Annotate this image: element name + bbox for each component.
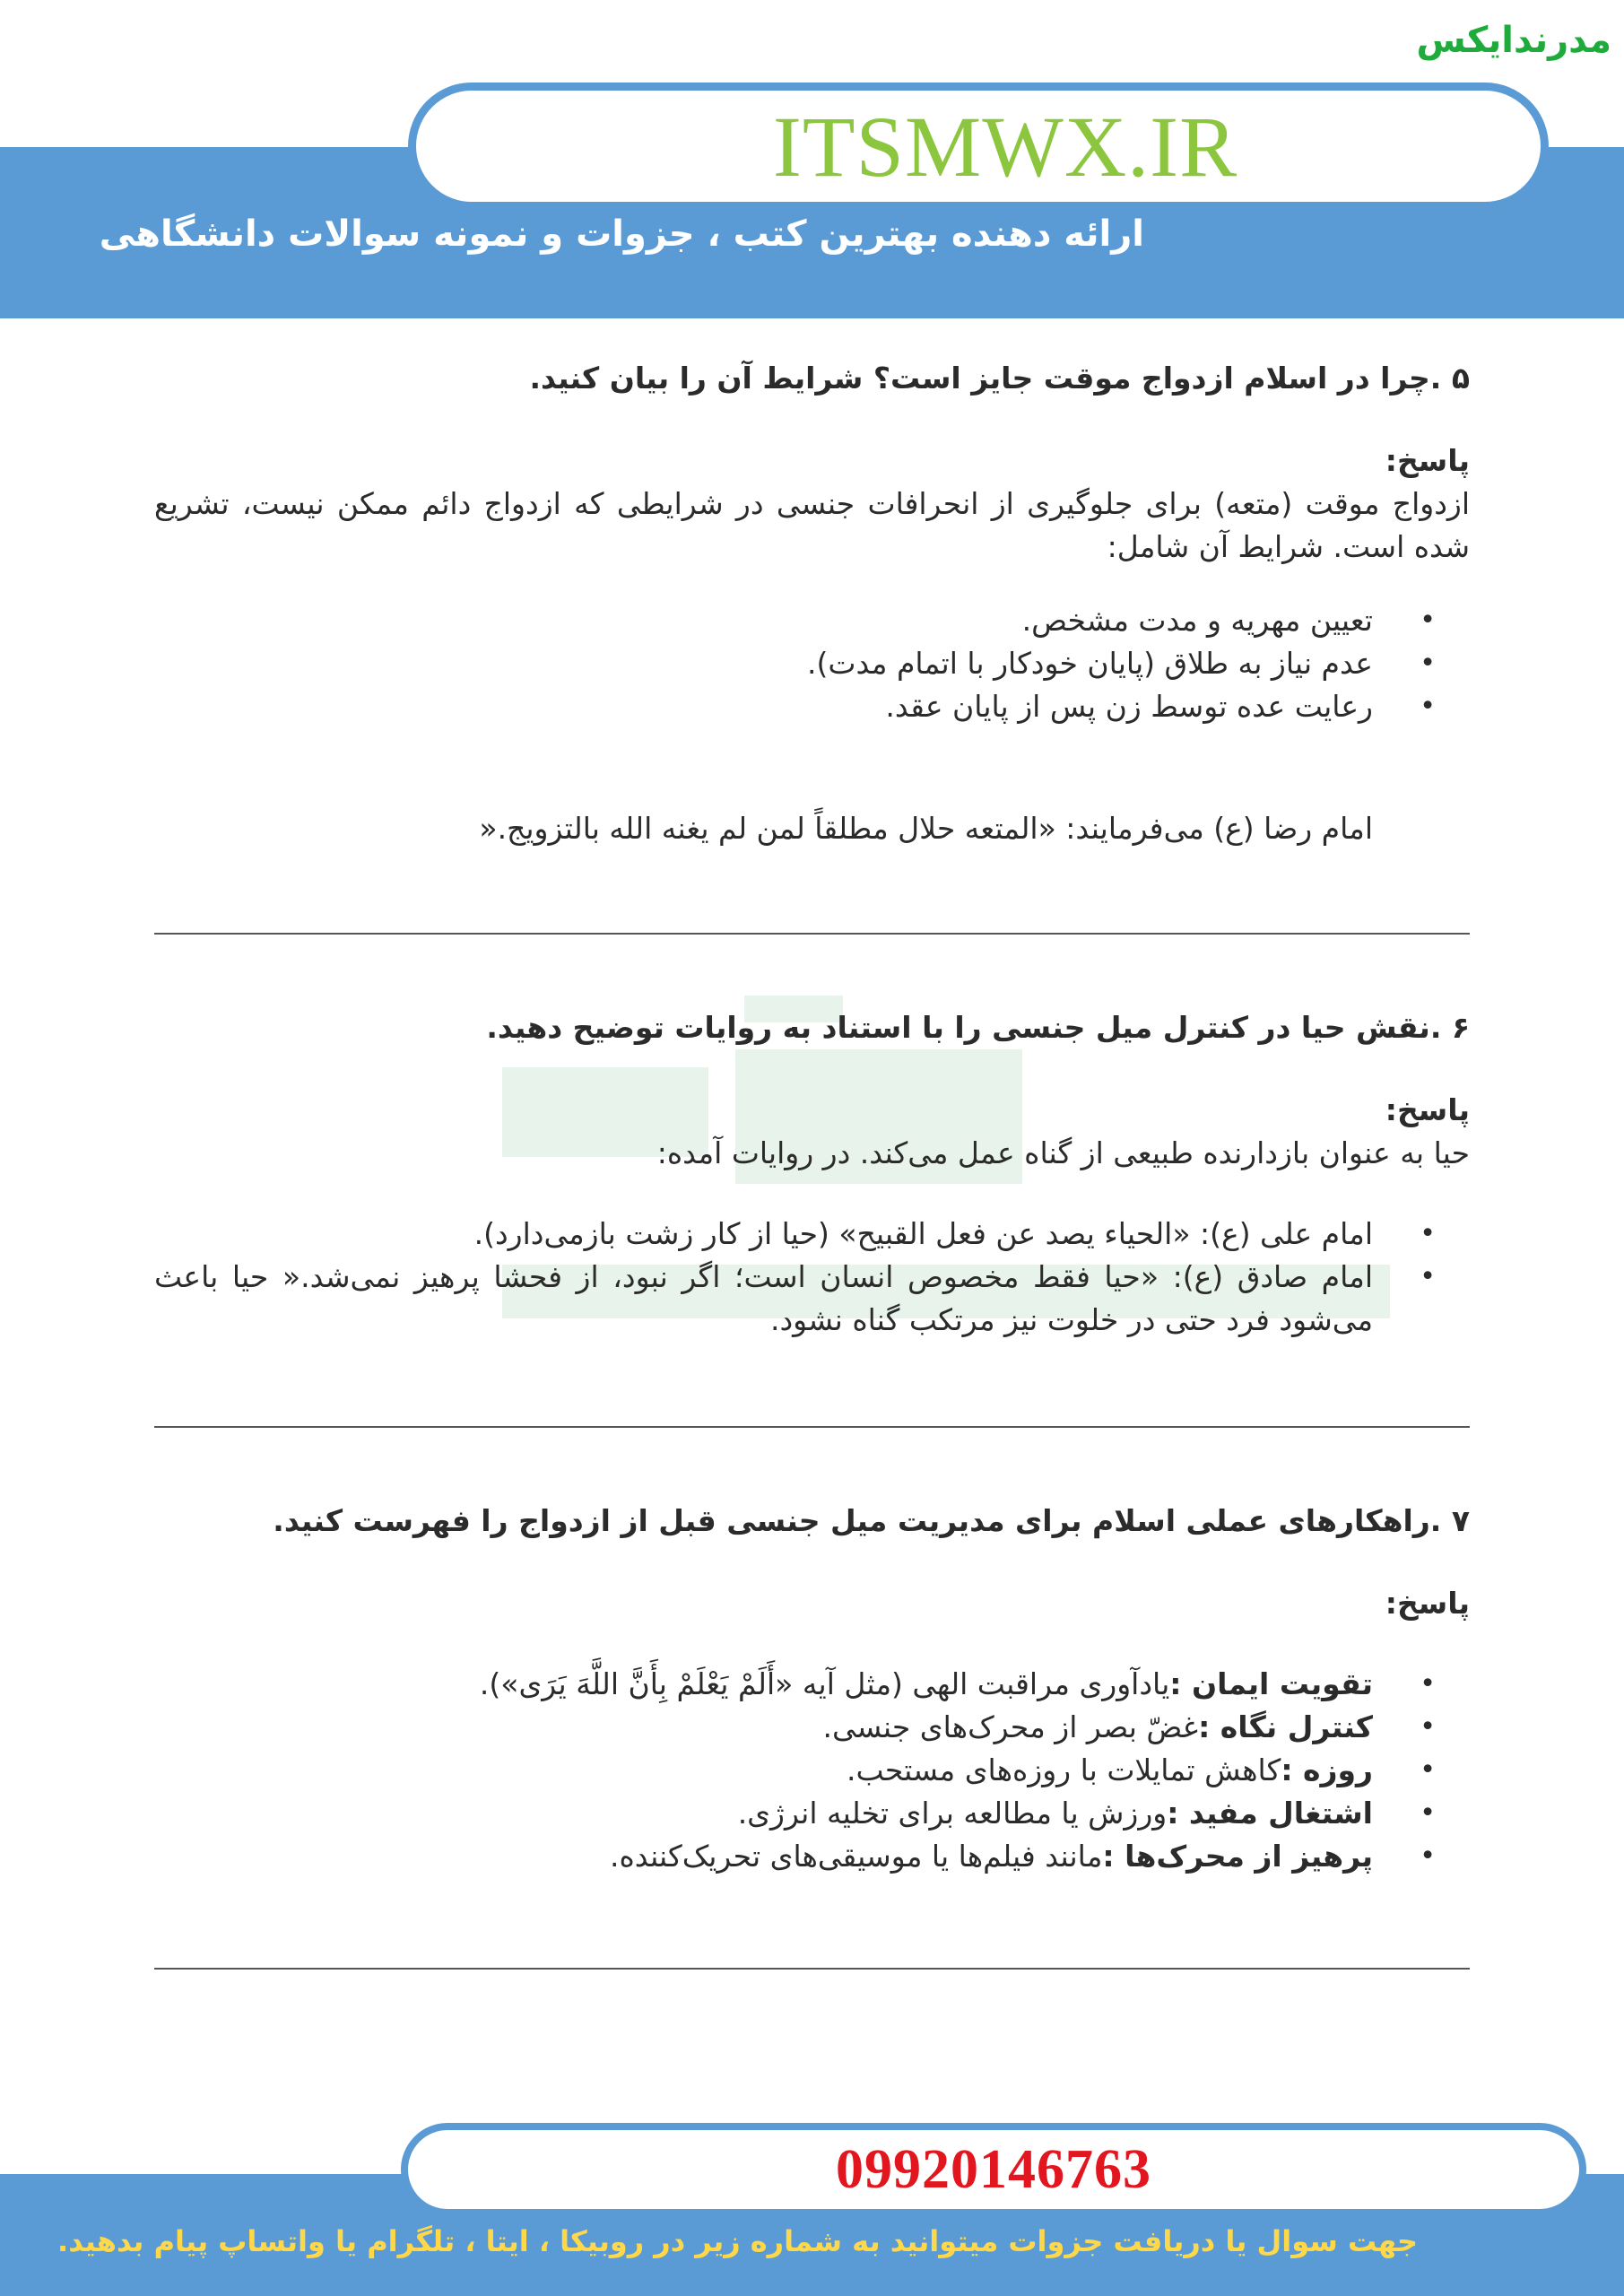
- divider: [154, 1968, 1470, 1970]
- list-item: • روزه :کاهش تمایلات با روزه‌های مستحب.: [846, 1752, 1436, 1787]
- question-5-list: [154, 599, 1470, 728]
- answer-label: پاسخ:: [1385, 1586, 1470, 1621]
- question-7-title: ۷ .راهکارهای عملی اسلام برای مدیریت میل جنسی قبل از ازدواج را فهرست کنید.: [273, 1503, 1470, 1538]
- list-item: • امام صادق (ع): «حیا فقط مخصوص انسان است؛ اگر نبود، از فحشا پرهیز نمی‌شد.« حیا باعث می‌شود فرد حتی در خلوت نیز مرتکب گناه نشود.: [154, 1259, 1436, 1337]
- list-item: • کنترل نگاه :غضّ بصر از محرک‌های جنسی.: [822, 1709, 1436, 1744]
- list-item: • پرهیز از محرک‌ها :مانند فیلم‌ها یا موسیقی‌های تحریک‌کننده.: [609, 1839, 1436, 1874]
- list-item: • تقویت ایمان :یادآوری مراقبت الهی (مثل آیه «أَلَمْ یَعْلَمْ بِأَنَّ اللَّهَ یَرَى»).: [479, 1666, 1436, 1701]
- footer-contact-text: جهت سوال یا دریافت جزوات میتوانید به شماره زیر در روبیکا ، ایتا ، تلگرام یا واتساپ پیام بدهید.: [57, 2224, 1418, 2258]
- list-item: • عدم نیاز به طلاق (پایان خودکار با اتمام مدت).: [807, 646, 1436, 681]
- answer-label: پاسخ:: [1385, 1092, 1470, 1127]
- question-6-intro: حیا به عنوان بازدارنده طبیعی از گناه عمل می‌کند. در روایات آمده:: [656, 1135, 1470, 1170]
- brand-logo-text: مدرندایکس: [1416, 20, 1611, 61]
- list-item: • امام علی (ع): «الحیاء یصد عن فعل القبیح» (حیا از کار زشت بازمی‌دارد).: [473, 1216, 1436, 1251]
- question-7-list: [154, 1663, 1470, 1878]
- question-5-intro: ازدواج موقت (متعه) برای جلوگیری از انحرافات جنسی در شرایطی که ازدواج دائم ممکن نیست، تشریع شده است. شرایط آن شامل:: [154, 486, 1470, 564]
- question-5-title: ۵ .چرا در اسلام ازدواج موقت جایز است؟ شرایط آن را بیان کنید.: [529, 361, 1470, 396]
- answer-label: پاسخ:: [1385, 443, 1470, 478]
- site-title: ITSMWX.IR: [772, 98, 1238, 195]
- list-item: • اشتغال مفید :ورزش یا مطالعه برای تخلیه انرژی.: [737, 1796, 1436, 1831]
- phone-number: 09920146763: [836, 2138, 1151, 2200]
- document-content: [154, 341, 1470, 1970]
- question-6-list: [154, 1213, 1470, 1342]
- site-title-pill: [408, 83, 1549, 210]
- question-6-title: ۶ .نقش حیا در کنترل میل جنسی را با استناد به روایات توضیح دهید.: [486, 1010, 1470, 1045]
- phone-pill: [401, 2123, 1586, 2216]
- list-item: • رعایت عده توسط زن پس از پایان عقد.: [885, 689, 1436, 724]
- header-tagline: ارائه دهنده بهترین کتب ، جزوات و نمونه سوالات دانشگاهی: [99, 213, 1144, 255]
- list-item: • تعیین مهریه و مدت مشخص.: [1021, 603, 1436, 638]
- question-5-quote: امام رضا (ع) می‌فرمایند: «المتعه حلال مطلقاً لمن لم یغنه الله بالتزویج.«: [479, 811, 1373, 846]
